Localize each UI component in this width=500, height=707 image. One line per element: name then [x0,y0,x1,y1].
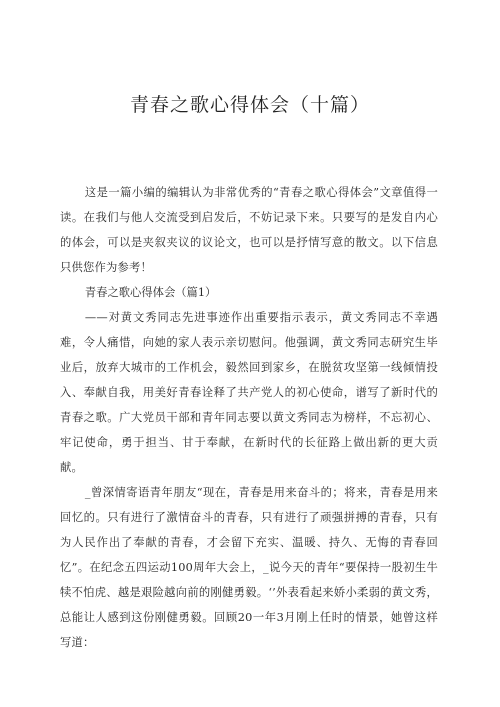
section-heading: 青春之歌心得体会（篇1） [84,286,217,299]
body-paragraph-2: _曾深情寄语青年朋友“现在，青春是用来奋斗的；将来，青春是用来回忆的。只有进行了激情奋斗的青春，只有进行了顽强拼搏的青春，只有为人民作出了奉献的青春，才会留下充实、温暖、持久、无悔的青春回忆”。在纪念五四运动100周年大会上，_说今天的青年“要保持一股初生牛犊不怕虎、越是艰险越向前的刚健勇毅。‘’外表看起来娇小柔弱的黄文秀，总能让人感到这份刚健勇毅。回顾20一年3月刚上任时的情景，她曾这样写道： [60,486,438,649]
document-body [60,180,438,655]
document-title: 青春之歌心得体会（十篇） [129,94,370,116]
body-paragraph-1: ——对黄文秀同志先进事迹作出重要指示表示，黄文秀同志不幸遇难，令人痛惜，向她的家人表示亲切慰问。他强调，黄文秀同志研究生毕业后，放弃大城市的工作机会，毅然回到家乡，在脱贫攻坚第一线倾情投入、奉献自我，用美好青春诠释了共产党人的初心使命，谱写了新时代的青春之歌。广大党员干部和青年同志要以黄文秀同志为榜样，不忘初心、牢记使命，勇于担当、甘于奉献，在新时代的长征路上做出新的更大贡献。 [60,311,438,474]
intro-paragraph: 这是一篇小编的编辑认为非常优秀的“青春之歌心得体会”文章值得一读。在我们与他人交流受到启发后，不妨记录下来。只要写的是发自内心的体会，可以是夹叙夹议的议论文，也可以是抒情写意的散文。以下信息只供您作为参考！ [60,186,438,274]
